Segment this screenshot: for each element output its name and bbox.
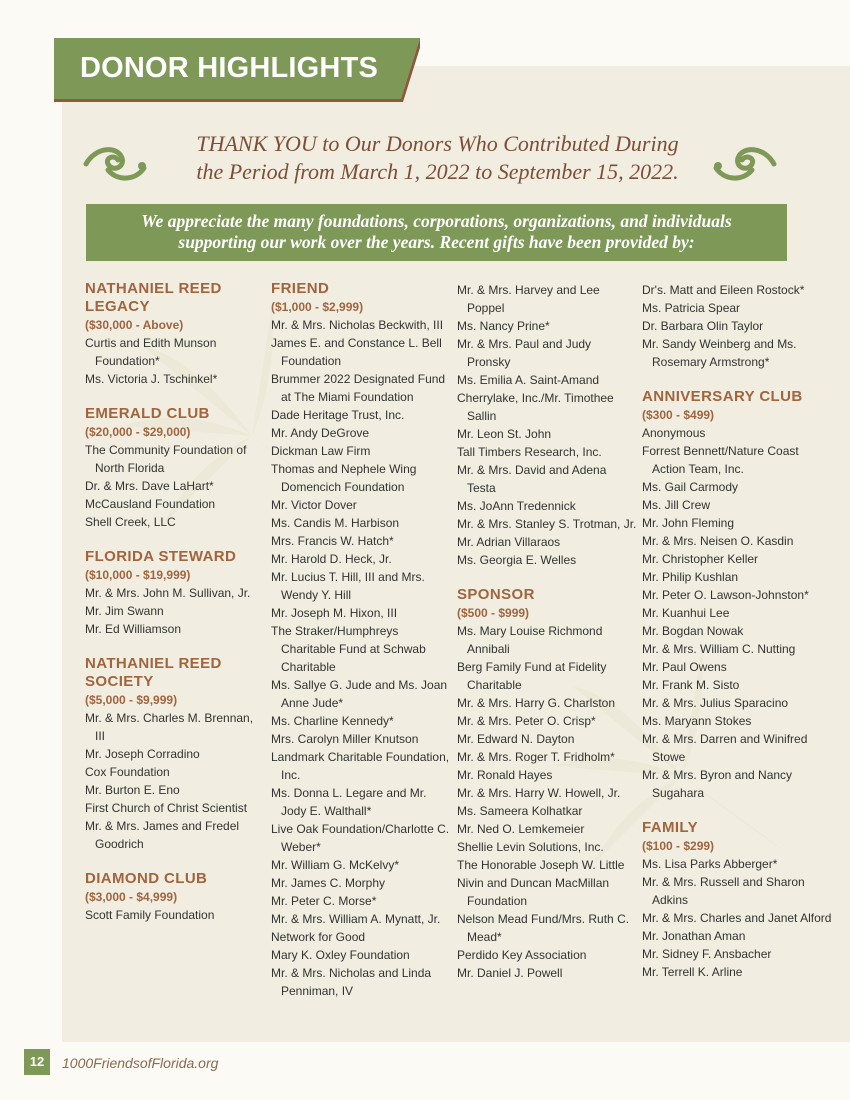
donor-name: Mr. Peter C. Morse* [271, 894, 377, 908]
donor-name: Mr. & Mrs. Darren and Winifred Stowe [642, 732, 808, 764]
donor-name: Mr. James C. Morphy [271, 876, 386, 890]
donor-level-range: ($20,000 - $29,000) [85, 425, 191, 439]
donor-name: Cox Foundation [85, 765, 170, 779]
donor-name: Mr. & Mrs. Harry W. Howell, Jr. [457, 786, 621, 800]
donor-name: Ms. Georgia E. Welles [457, 553, 577, 567]
donor-name: Ms. Patricia Spear [642, 301, 741, 315]
donor-name: Mr. Ed Williamson [85, 622, 182, 636]
donor-name: Mr. Harold D. Heck, Jr. [271, 552, 392, 566]
donor-name: Curtis and Edith Munson Foundation* [85, 336, 217, 368]
donor-name: Ms. Donna L. Legare and Mr. Jody E. Walthall* [271, 786, 427, 818]
donor-name: Ms. Jill Crew [642, 498, 710, 512]
donor-name: Ms. Charline Kennedy* [271, 714, 394, 728]
donor-name: Mr. & Mrs. Harvey and Lee Poppel [457, 283, 600, 315]
donor-name: The Straker/Humphreys Charitable Fund at Schwab Charitable [271, 624, 426, 674]
donor-name: Ms. Maryann Stokes [642, 714, 752, 728]
donor-name: Dr's. Matt and Eileen Rostock* [642, 283, 805, 297]
donor-name: Dickman Law Firm [271, 444, 371, 458]
appreciation-banner [86, 204, 787, 261]
donor-level-section [457, 281, 637, 569]
donor-name: Mr. & Mrs. Julius Sparacino [642, 696, 789, 710]
page-number: 12 [24, 1049, 50, 1075]
donor-name: Mr. & Mrs. Byron and Nancy Sugahara [642, 768, 793, 800]
donor-name: Brummer 2022 Designated Fund at The Miami Foundation [271, 372, 446, 404]
donor-name: First Church of Christ Scientist [85, 801, 248, 815]
donor-level-title: SPONSOR [457, 586, 535, 603]
donor-name: Dade Heritage Trust, Inc. [271, 408, 405, 422]
page-title: DONOR HIGHLIGHTS [80, 52, 379, 84]
donor-name: Mr. Bogdan Nowak [642, 624, 744, 638]
donor-name: Live Oak Foundation/Charlotte C. Weber* [271, 822, 450, 854]
donor-name: Mrs. Carolyn Miller Knutson [271, 732, 419, 746]
flourish-icon [78, 140, 150, 186]
donor-name: Mr. Frank M. Sisto [642, 678, 740, 692]
donor-name: Landmark Charitable Foundation, Inc. [271, 750, 450, 782]
donor-name: Mr. Burton E. Eno [85, 783, 180, 797]
thank-you-line: THANK YOU to Our Donors Who Contributed During [196, 131, 679, 156]
donor-level-section [642, 388, 832, 802]
donor-level-section [85, 548, 265, 638]
donor-name: Ms. Mary Louise Richmond Annibali [457, 624, 603, 656]
donor-level-range: ($5,000 - $9,999) [85, 693, 178, 707]
donor-name: Mr. & Mrs. David and Adena Testa [457, 463, 607, 495]
donor-name: Mr. Edward N. Dayton [457, 732, 575, 746]
donor-level-title: ANNIVERSARY CLUB [642, 388, 803, 405]
donor-level-title: NATHANIEL REED SOCIETY [85, 655, 222, 690]
donor-level-range: ($300 - $499) [642, 408, 715, 422]
donor-level-section [457, 586, 637, 982]
donor-name: Mr. Kuanhui Lee [642, 606, 730, 620]
donor-level-title: DIAMOND CLUB [85, 870, 208, 887]
donor-name: Anonymous [642, 426, 706, 440]
donor-name: Ms. Sallye G. Jude and Ms. Joan Anne Jude* [271, 678, 448, 710]
donor-name: Ms. Lisa Parks Abberger* [642, 857, 778, 871]
donor-name: Network for Good [271, 930, 366, 944]
footer-url: 1000FriendsofFlorida.org [62, 1055, 219, 1071]
donor-level-section [642, 819, 832, 981]
donor-name: Mr. Daniel J. Powell [457, 966, 563, 980]
appreciation-line: supporting our work over the years. Recent gifts have been provided by: [178, 232, 695, 252]
thank-you-heading [150, 130, 725, 186]
donor-level-title: FLORIDA STEWARD [85, 548, 237, 565]
donor-name: Mr. Sandy Weinberg and Ms. Rosemary Armstrong* [642, 337, 797, 369]
donor-name: Mr. Joseph Corradino [85, 747, 200, 761]
donor-name: Ms. Nancy Prine* [457, 319, 550, 333]
donor-name: The Honorable Joseph W. Little [457, 858, 625, 872]
donor-name: James E. and Constance L. Bell Foundation [271, 336, 442, 368]
donor-name: Mr. & Mrs. Nicholas and Linda Penniman, IV [271, 966, 432, 998]
donor-column-4 [642, 281, 832, 998]
donor-level-title: FRIEND [271, 280, 330, 297]
donor-name: Mr. Leon St. John [457, 427, 552, 441]
donor-name: Mr. Joseph M. Hixon, III [271, 606, 398, 620]
donor-name: Mr. & Mrs. Russell and Sharon Adkins [642, 875, 805, 907]
donor-name: Mr. & Mrs. William A. Mynatt, Jr. [271, 912, 441, 926]
donor-name: Ms. Candis M. Harbison [271, 516, 400, 530]
donor-name: Mary K. Oxley Foundation [271, 948, 410, 962]
donor-name: Mr. & Mrs. Peter O. Crisp* [457, 714, 596, 728]
donor-name: Mr. & Mrs. Paul and Judy Pronsky [457, 337, 592, 369]
donor-level-range: ($10,000 - $19,999) [85, 568, 191, 582]
donor-column-2 [271, 280, 451, 1017]
donor-name: Mr. Victor Dover [271, 498, 357, 512]
donor-name: Mr. & Mrs. Stanley S. Trotman, Jr. [457, 517, 637, 531]
donor-name: Nivin and Duncan MacMillan Foundation [457, 876, 610, 908]
donor-level-section [85, 870, 265, 924]
appreciation-line: We appreciate the many foundations, corporations, organizations, and individuals [141, 211, 732, 231]
donor-name: Dr. Barbara Olin Taylor [642, 319, 764, 333]
donor-name: Mr. & Mrs. Harry G. Charlston [457, 696, 616, 710]
donor-name: Mr. & Mrs. John M. Sullivan, Jr. [85, 586, 251, 600]
donor-name: Ms. Victoria J. Tschinkel* [85, 372, 218, 386]
donor-level-title: NATHANIEL REED LEGACY [85, 280, 222, 315]
donor-level-range: ($3,000 - $4,999) [85, 890, 178, 904]
donor-name: Mr. Sidney F. Ansbacher [642, 947, 772, 961]
donor-name: The Community Foundation of North Florida [85, 443, 247, 475]
donor-name: Forrest Bennett/Nature Coast Action Team, Inc. [642, 444, 799, 476]
donor-name: Mr. Terrell K. Arline [642, 965, 743, 979]
donor-name: Nelson Mead Fund/Mrs. Ruth C. Mead* [457, 912, 630, 944]
donor-name: Mr. & Mrs. Nicholas Beckwith, III [271, 318, 444, 332]
donor-name: Mr. & Mrs. Neisen O. Kasdin [642, 534, 794, 548]
donor-name: Mr. John Fleming [642, 516, 735, 530]
donor-name: Ms. Emilia A. Saint-Amand [457, 373, 600, 387]
donor-name: Cherrylake, Inc./Mr. Timothee Sallin [457, 391, 614, 423]
donor-name: Mr. Lucius T. Hill, III and Mrs. Wendy Y. Hill [271, 570, 425, 602]
donor-name: Berg Family Fund at Fidelity Charitable [457, 660, 607, 692]
donor-name: Mr. Jim Swann [85, 604, 164, 618]
donor-name: Shellie Levin Solutions, Inc. [457, 840, 604, 854]
donor-name: Mrs. Francis W. Hatch* [271, 534, 394, 548]
donor-name: Mr. Andy DeGrove [271, 426, 370, 440]
donor-level-range: ($1,000 - $2,999) [271, 300, 364, 314]
donor-level-section [85, 405, 265, 531]
donor-name: Mr. Ronald Hayes [457, 768, 553, 782]
donor-name: Mr. William G. McKelvy* [271, 858, 400, 872]
donor-level-title: EMERALD CLUB [85, 405, 210, 422]
donor-name: Mr. & Mrs. Roger T. Fridholm* [457, 750, 615, 764]
donor-name: Mr. Paul Owens [642, 660, 727, 674]
donor-level-section [85, 280, 265, 388]
donor-name: Mr. & Mrs. William C. Nutting [642, 642, 796, 656]
donor-name: Mr. & Mrs. James and Fredel Goodrich [85, 819, 240, 851]
donor-name: Mr. Peter O. Lawson-Johnston* [642, 588, 809, 602]
donor-name: Ms. JoAnn Tredennick [457, 499, 576, 513]
donor-level-range: ($500 - $999) [457, 606, 530, 620]
donor-level-section [271, 280, 451, 1000]
donor-level-section [85, 655, 265, 853]
donor-name: Dr. & Mrs. Dave LaHart* [85, 479, 214, 493]
donor-name: Mr. Christopher Keller [642, 552, 759, 566]
donor-name: Mr. & Mrs. Charles M. Brennan, III [85, 711, 254, 743]
donor-name: Scott Family Foundation [85, 908, 215, 922]
donor-name: Mr. Ned O. Lemkemeier [457, 822, 585, 836]
donor-name: Mr. Adrian Villaraos [457, 535, 561, 549]
donor-name: Ms. Gail Carmody [642, 480, 739, 494]
donor-level-title: FAMILY [642, 819, 699, 836]
donor-name: Mr. Jonathan Aman [642, 929, 746, 943]
donor-name: Perdido Key Association [457, 948, 587, 962]
donor-name: Mr. Philip Kushlan [642, 570, 739, 584]
donor-level-range: ($100 - $299) [642, 839, 715, 853]
donor-column-3 [457, 281, 637, 999]
donor-name: Thomas and Nephele Wing Domencich Foundation [271, 462, 417, 494]
donor-name: Tall Timbers Research, Inc. [457, 445, 602, 459]
donor-level-range: ($30,000 - Above) [85, 318, 184, 332]
donor-name: McCausland Foundation [85, 497, 216, 511]
donor-column-1 [85, 280, 265, 941]
donor-name: Ms. Sameera Kolhatkar [457, 804, 583, 818]
donor-name: Shell Creek, LLC [85, 515, 176, 529]
thank-you-line: the Period from March 1, 2022 to September 15, 2022. [196, 159, 679, 184]
donor-level-section [642, 281, 832, 371]
donor-name: Mr. & Mrs. Charles and Janet Alford [642, 911, 832, 925]
